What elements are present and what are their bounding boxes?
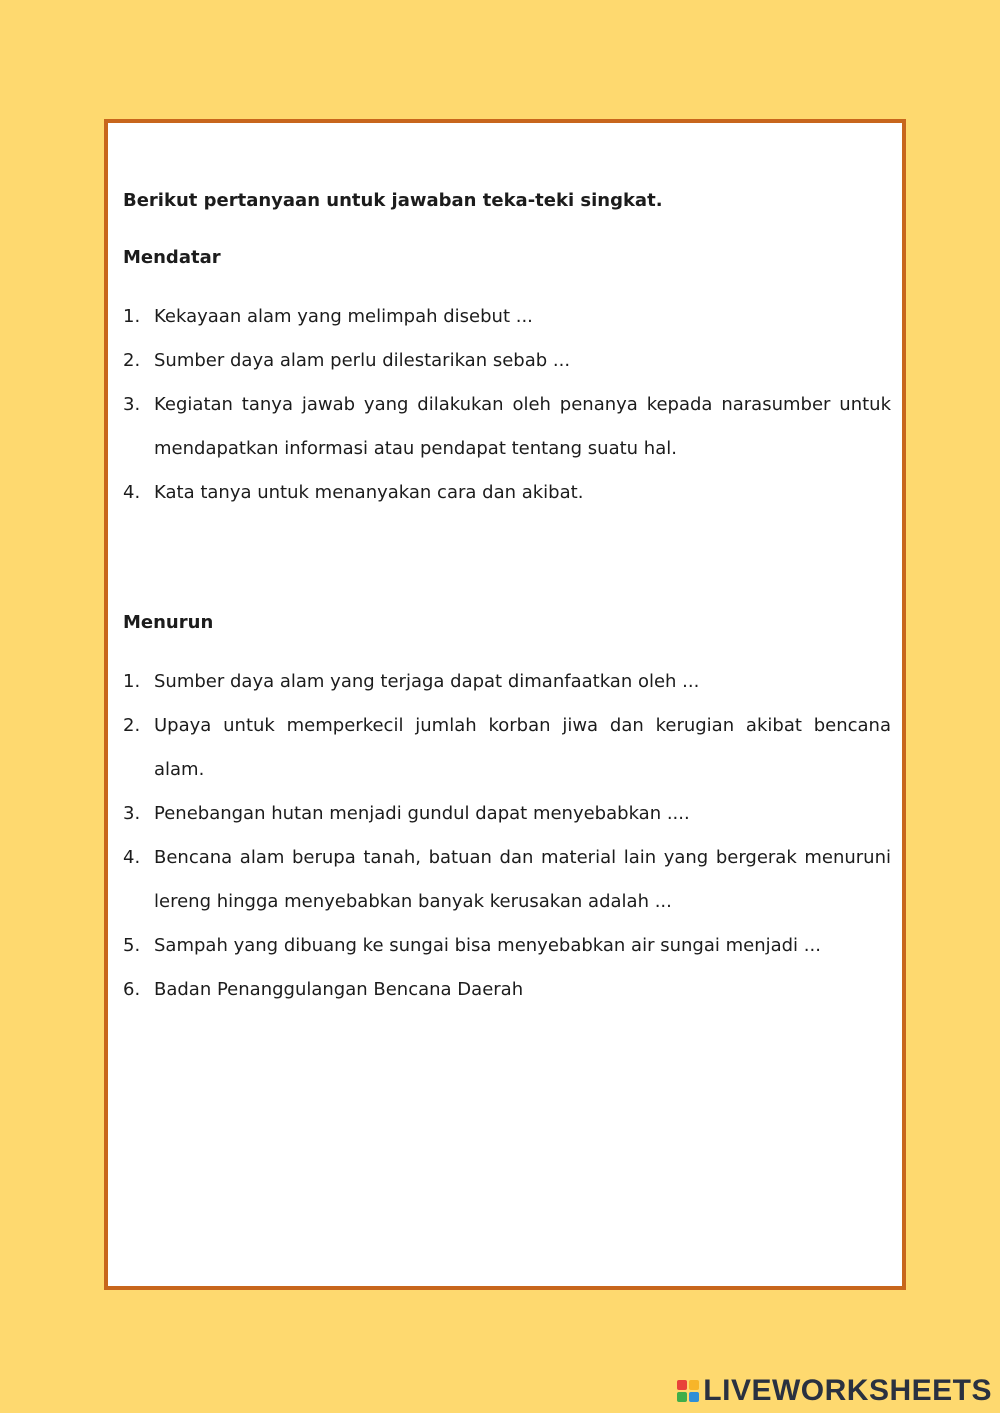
question-number: 5. [123, 935, 141, 956]
worksheet-card [104, 119, 906, 1290]
logo-square-red [677, 1380, 687, 1390]
question-text: Kekayaan alam yang melimpah disebut ... [154, 306, 533, 327]
question-item [123, 339, 891, 383]
logo-square-green [677, 1392, 687, 1402]
question-item [123, 383, 891, 471]
question-number: 3. [123, 803, 141, 824]
liveworksheets-logo-text: LIVEWORKSHEETS [703, 1374, 992, 1407]
question-number: 3. [123, 394, 141, 415]
question-item [123, 836, 891, 924]
question-text: Kata tanya untuk menanyakan cara dan akibat. [154, 482, 584, 503]
question-number: 1. [123, 306, 141, 327]
question-text: Badan Penanggulangan Bencana Daerah [154, 979, 524, 1000]
question-item [123, 704, 891, 792]
liveworksheets-logo [677, 1374, 992, 1408]
question-text: Penebangan hutan menjadi gundul dapat menyebabkan .... [154, 803, 690, 824]
intro-text: Berikut pertanyaan untuk jawaban teka-teki singkat. [123, 190, 663, 211]
section-title-mendatar: Mendatar [123, 247, 221, 268]
question-text: Upaya untuk memperkecil jumlah korban jiwa dan kerugian akibat bencana alam. [154, 715, 891, 780]
question-number: 2. [123, 715, 141, 736]
question-number: 4. [123, 847, 141, 868]
question-text: Sampah yang dibuang ke sungai bisa menyebabkan air sungai menjadi ... [154, 935, 821, 956]
section-title-menurun: Menurun [123, 612, 214, 633]
logo-square-yellow [689, 1380, 699, 1390]
question-text: Bencana alam berupa tanah, batuan dan material lain yang bergerak menuruni lereng hingga menyebabkan banyak kerusakan adalah ... [154, 847, 891, 912]
liveworksheets-logo-icon [677, 1380, 699, 1402]
question-item [123, 660, 891, 704]
logo-square-blue [689, 1392, 699, 1402]
question-item [123, 471, 891, 515]
question-number: 4. [123, 482, 141, 503]
question-item [123, 968, 891, 1012]
question-number: 6. [123, 979, 141, 1000]
question-number: 1. [123, 671, 141, 692]
question-text: Kegiatan tanya jawab yang dilakukan oleh penanya kepada narasumber untuk mendapatkan informasi atau pendapat tentang suatu hal. [154, 394, 891, 459]
question-item [123, 295, 891, 339]
question-item [123, 792, 891, 836]
worksheet-content [123, 183, 891, 1012]
question-item [123, 924, 891, 968]
question-list-mendatar [123, 295, 891, 515]
question-number: 2. [123, 350, 141, 371]
question-text: Sumber daya alam perlu dilestarikan sebab ... [154, 350, 571, 371]
question-list-menurun [123, 660, 891, 1012]
question-text: Sumber daya alam yang terjaga dapat dimanfaatkan oleh ... [154, 671, 700, 692]
